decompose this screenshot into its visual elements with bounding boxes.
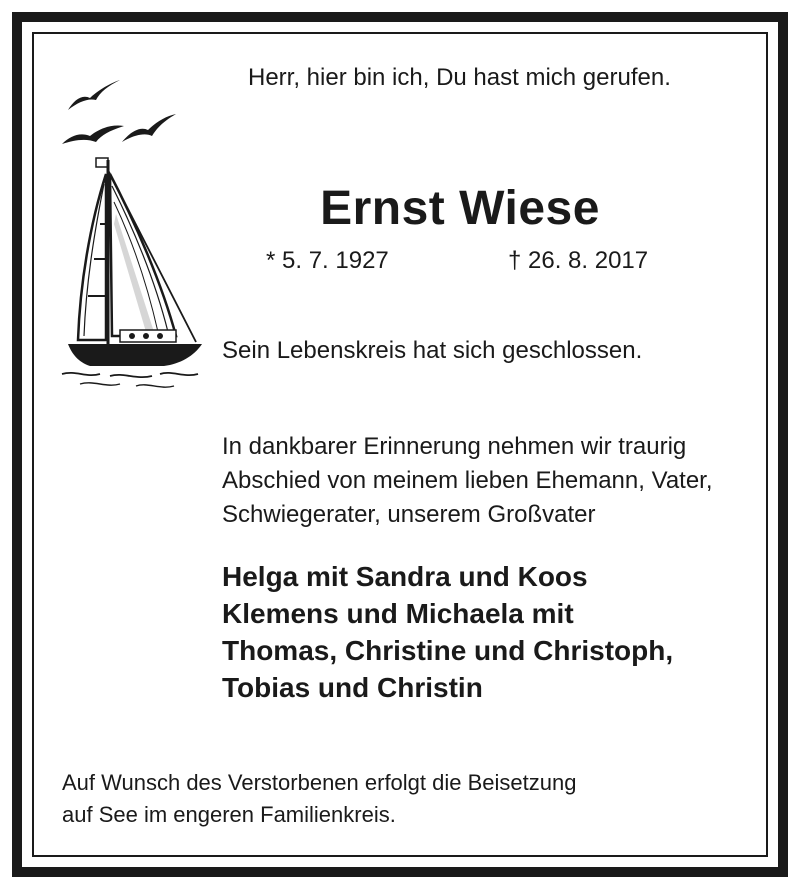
farewell-line: Abschied von meinem lieben Ehemann, Vater, (222, 467, 713, 494)
farewell-intro (222, 430, 713, 532)
burial-note (62, 767, 576, 831)
death-date: † 26. 8. 2017 (508, 247, 649, 274)
seagull-icon (62, 125, 124, 144)
burial-note-line: Auf Wunsch des Verstorbenen erfolgt die Beisetzung (62, 770, 577, 795)
mourner-line: Thomas, Christine und Christoph, (222, 635, 674, 666)
farewell-line: Schwiegerater, unserem Großvater (222, 501, 596, 528)
farewell-line: In dankbarer Erinnerung nehmen wir traurig (222, 433, 687, 460)
bible-motto: Herr, hier bin ich, Du hast mich gerufen. (248, 64, 671, 91)
mourners-list (222, 558, 673, 706)
birth-date: * 5. 7. 1927 (266, 247, 389, 274)
hull-icon (68, 344, 202, 366)
seagull-icon (68, 80, 120, 110)
deceased-name: Ernst Wiese (320, 182, 600, 235)
burial-note-line: auf See im engeren Familienkreis. (62, 802, 396, 827)
closing-phrase: Sein Lebenskreis hat sich geschlossen. (222, 337, 643, 364)
mourner-line: Klemens und Michaela mit (222, 598, 574, 629)
mourner-line: Tobias und Christin (222, 672, 483, 703)
seagull-icon (122, 114, 176, 142)
mourner-line: Helga mit Sandra und Koos (222, 561, 588, 592)
pennant-flag-icon (96, 158, 108, 167)
